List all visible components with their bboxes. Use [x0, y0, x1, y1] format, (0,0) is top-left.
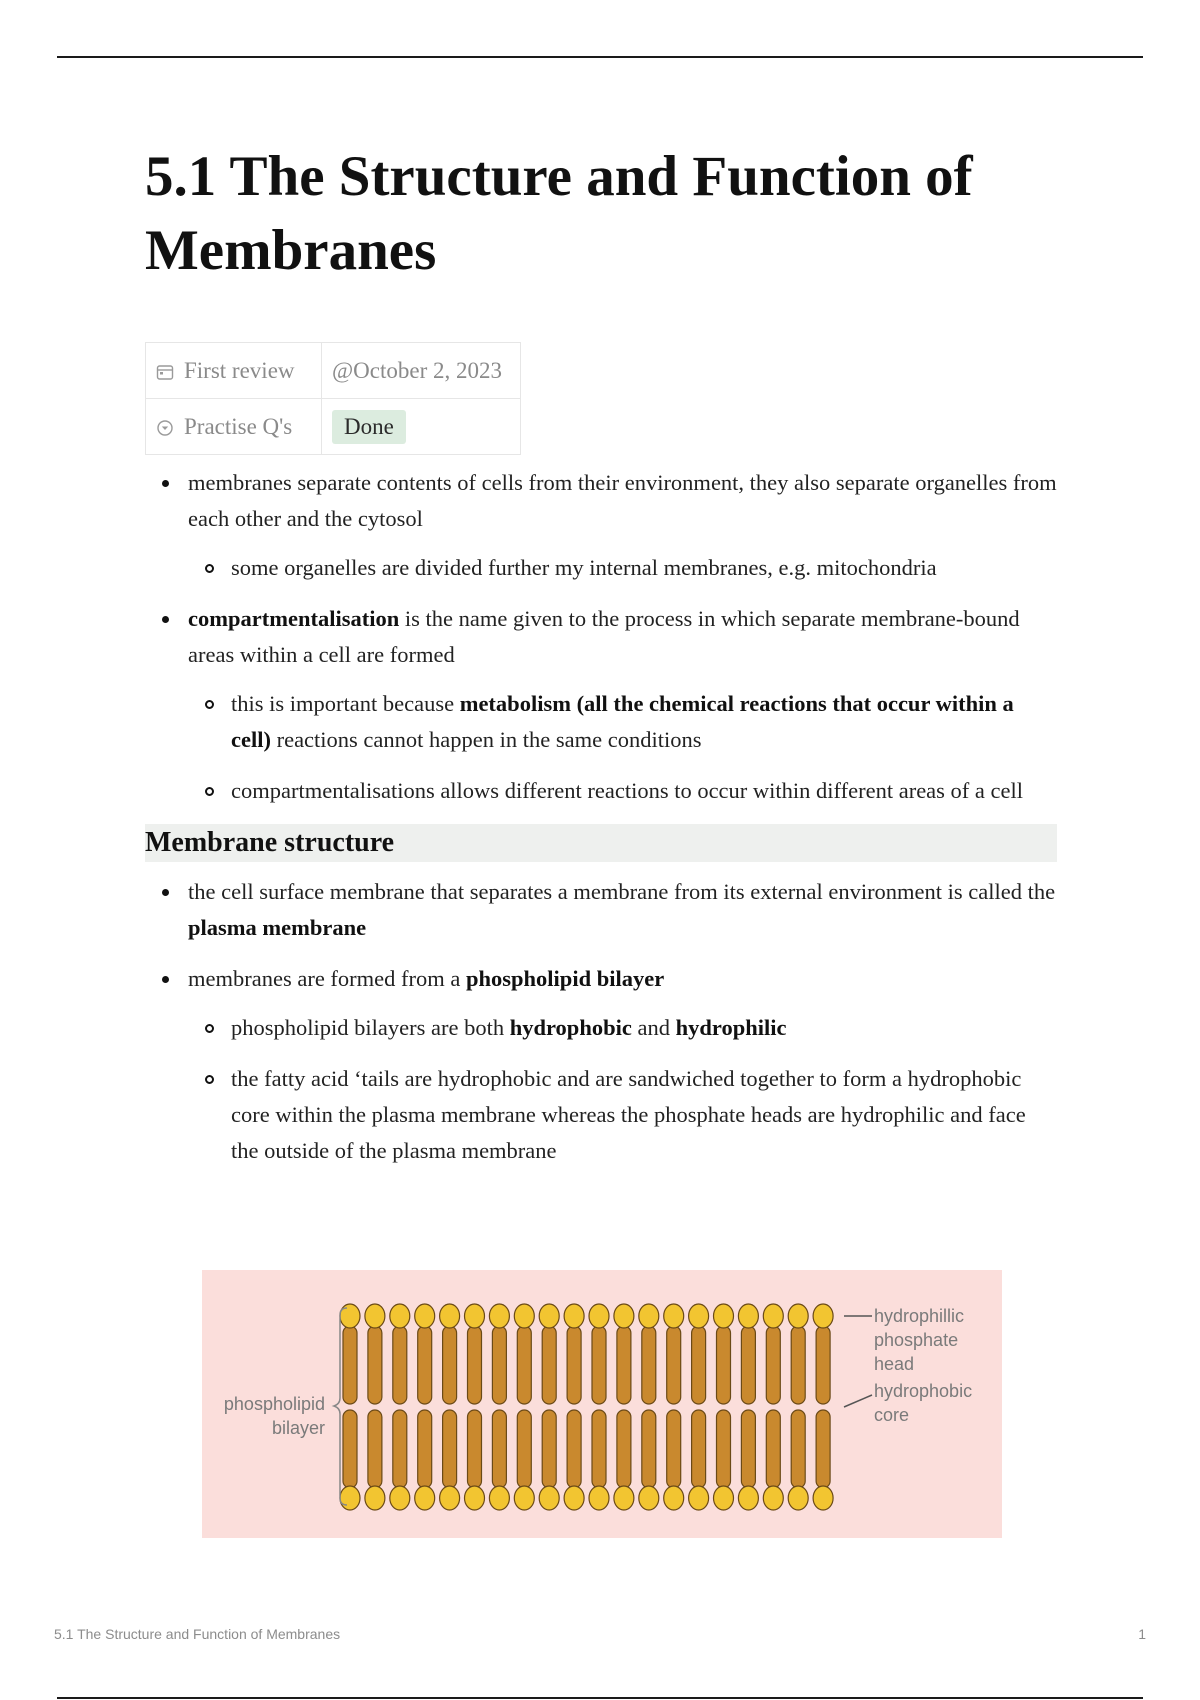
- upper-head: [340, 1304, 360, 1328]
- lower-head: [664, 1486, 684, 1510]
- upper-tail: [717, 1326, 731, 1404]
- head-label-line3: head: [874, 1354, 915, 1374]
- upper-head: [763, 1304, 783, 1328]
- top-rule: [57, 56, 1143, 58]
- property-key: [146, 399, 322, 455]
- upper-tail: [592, 1326, 606, 1404]
- core-label-line2: core: [874, 1405, 910, 1425]
- sub-list: [188, 550, 1057, 586]
- first-review-value[interactable]: @October 2, 2023: [322, 343, 521, 399]
- upper-tail: [692, 1326, 706, 1404]
- upper-tail: [816, 1326, 830, 1404]
- lower-head: [589, 1486, 609, 1510]
- upper-head: [564, 1304, 584, 1328]
- lower-head: [489, 1486, 509, 1510]
- list-item: [145, 874, 1057, 946]
- list-item: [188, 1010, 1057, 1046]
- property-row: [146, 399, 521, 455]
- lower-tail: [766, 1410, 780, 1488]
- bottom-rule: [57, 1697, 1143, 1699]
- upper-tail: [567, 1326, 581, 1404]
- lower-head: [813, 1486, 833, 1510]
- lower-tail: [418, 1410, 432, 1488]
- phospholipid-bilayer-figure: [202, 1270, 1002, 1538]
- lower-tail: [393, 1410, 407, 1488]
- bullet-text: this is important because: [231, 691, 460, 716]
- lower-tail: [368, 1410, 382, 1488]
- lower-head: [714, 1486, 734, 1510]
- page-number: 1: [1138, 1626, 1146, 1642]
- lower-head: [639, 1486, 659, 1510]
- lower-head: [788, 1486, 808, 1510]
- upper-head: [440, 1304, 460, 1328]
- lower-head: [465, 1486, 485, 1510]
- bold-term: hydrophilic: [675, 1015, 787, 1040]
- bullet-text: the cell surface membrane that separates a membrane from its external environment is called the: [188, 879, 1056, 904]
- lower-tail: [816, 1410, 830, 1488]
- bullet-text: and: [631, 1015, 676, 1040]
- core-label-line1: hydrophobic: [874, 1381, 973, 1401]
- left-label-line2: bilayer: [271, 1418, 325, 1438]
- upper-tail: [667, 1326, 681, 1404]
- upper-tail: [642, 1326, 656, 1404]
- lower-tail: [542, 1410, 556, 1488]
- bullet-text: membranes are formed from a: [188, 966, 466, 991]
- lower-head: [614, 1486, 634, 1510]
- practise-label: Practise Q's: [184, 413, 293, 439]
- bullet-text: membranes separate contents of cells from their environment, they also separate organelles from each other and the cytosol: [188, 470, 1057, 531]
- lower-tail: [692, 1410, 706, 1488]
- lower-head: [440, 1486, 460, 1510]
- section-heading: Membrane structure: [145, 824, 1057, 862]
- bullet-text: is the name given to the process in which separate membrane-bound areas within a cell are formed: [188, 606, 1020, 667]
- upper-head: [689, 1304, 709, 1328]
- upper-head: [465, 1304, 485, 1328]
- upper-tail: [517, 1326, 531, 1404]
- list-item: [145, 601, 1057, 809]
- sub-list: [188, 686, 1057, 809]
- list-item: some organelles are divided further my internal membranes, e.g. mitochondria: [188, 550, 1057, 586]
- property-row: [146, 343, 521, 399]
- upper-tail: [393, 1326, 407, 1404]
- practise-value[interactable]: [322, 399, 521, 455]
- upper-head: [489, 1304, 509, 1328]
- upper-head: [514, 1304, 534, 1328]
- lower-tail: [492, 1410, 506, 1488]
- lower-tail: [791, 1410, 805, 1488]
- left-label-line1: phospholipid: [223, 1394, 325, 1414]
- upper-head: [714, 1304, 734, 1328]
- upper-tail: [343, 1326, 357, 1404]
- lower-tail: [592, 1410, 606, 1488]
- bold-term: compartmentalisation: [188, 606, 400, 631]
- calendar-icon: [156, 363, 174, 381]
- upper-head: [539, 1304, 559, 1328]
- upper-head: [639, 1304, 659, 1328]
- lower-head: [365, 1486, 385, 1510]
- lower-head: [689, 1486, 709, 1510]
- properties-table: [145, 342, 521, 455]
- lower-tail: [642, 1410, 656, 1488]
- bold-term: phospholipid bilayer: [466, 966, 665, 991]
- page-content: [145, 140, 1057, 1184]
- lower-tail: [741, 1410, 755, 1488]
- bold-term: metabolism (all the chemical reactions that occur within a cell): [231, 691, 1014, 752]
- page-footer: [54, 1626, 1146, 1642]
- upper-tail: [368, 1326, 382, 1404]
- list-item: [145, 961, 1057, 1169]
- lower-head: [514, 1486, 534, 1510]
- sub-list: [188, 1010, 1057, 1169]
- list-item: [188, 686, 1057, 758]
- list-item: compartmentalisations allows different reactions to occur within different areas of a cell: [188, 773, 1057, 809]
- core-pointer-line: [844, 1395, 872, 1407]
- first-review-label: First review: [184, 357, 295, 383]
- status-badge[interactable]: Done: [332, 410, 406, 444]
- lower-head: [340, 1486, 360, 1510]
- lower-tail: [343, 1410, 357, 1488]
- list-item: the fatty acid ‘tails are hydrophobic and are sandwiched together to form a hydrophobic core within the plasma membrane whereas the phosphate heads are hydrophilic and face the outside of the plasma membrane: [188, 1061, 1057, 1169]
- bullet-text: reactions cannot happen in the same conditions: [270, 727, 702, 752]
- upper-head: [664, 1304, 684, 1328]
- upper-tail: [418, 1326, 432, 1404]
- list-item: [145, 465, 1057, 586]
- page-title: 5.1 The Structure and Function of Membranes: [145, 145, 973, 282]
- upper-head: [415, 1304, 435, 1328]
- footer-title: 5.1 The Structure and Function of Membranes: [54, 1626, 341, 1642]
- lower-head: [415, 1486, 435, 1510]
- upper-tail: [617, 1326, 631, 1404]
- intro-list: [145, 465, 1057, 809]
- lower-tail: [717, 1410, 731, 1488]
- upper-head: [788, 1304, 808, 1328]
- lower-head: [564, 1486, 584, 1510]
- upper-tail: [766, 1326, 780, 1404]
- lower-tail: [567, 1410, 581, 1488]
- property-key: [146, 343, 322, 399]
- bilayer-diagram: [202, 1270, 1002, 1538]
- upper-tail: [542, 1326, 556, 1404]
- upper-head: [390, 1304, 410, 1328]
- upper-tail: [443, 1326, 457, 1404]
- upper-head: [738, 1304, 758, 1328]
- bullet-text: phospholipid bilayers are both: [231, 1015, 510, 1040]
- upper-head: [589, 1304, 609, 1328]
- upper-head: [813, 1304, 833, 1328]
- lower-head: [763, 1486, 783, 1510]
- bold-term: hydrophobic: [509, 1015, 632, 1040]
- lower-tail: [443, 1410, 457, 1488]
- upper-head: [365, 1304, 385, 1328]
- upper-tail: [468, 1326, 482, 1404]
- structure-list: [145, 874, 1057, 1169]
- upper-head: [614, 1304, 634, 1328]
- status-icon: [156, 419, 174, 437]
- lower-tail: [667, 1410, 681, 1488]
- lower-head: [390, 1486, 410, 1510]
- head-label-line2: phosphate: [874, 1330, 959, 1350]
- lower-tail: [468, 1410, 482, 1488]
- lower-head: [738, 1486, 758, 1510]
- upper-tail: [791, 1326, 805, 1404]
- lower-tail: [617, 1410, 631, 1488]
- lower-head: [539, 1486, 559, 1510]
- bold-term: plasma membrane: [188, 915, 367, 940]
- lower-tail: [517, 1410, 531, 1488]
- upper-tail: [492, 1326, 506, 1404]
- upper-tail: [741, 1326, 755, 1404]
- head-label-line1: hydrophillic: [874, 1306, 965, 1326]
